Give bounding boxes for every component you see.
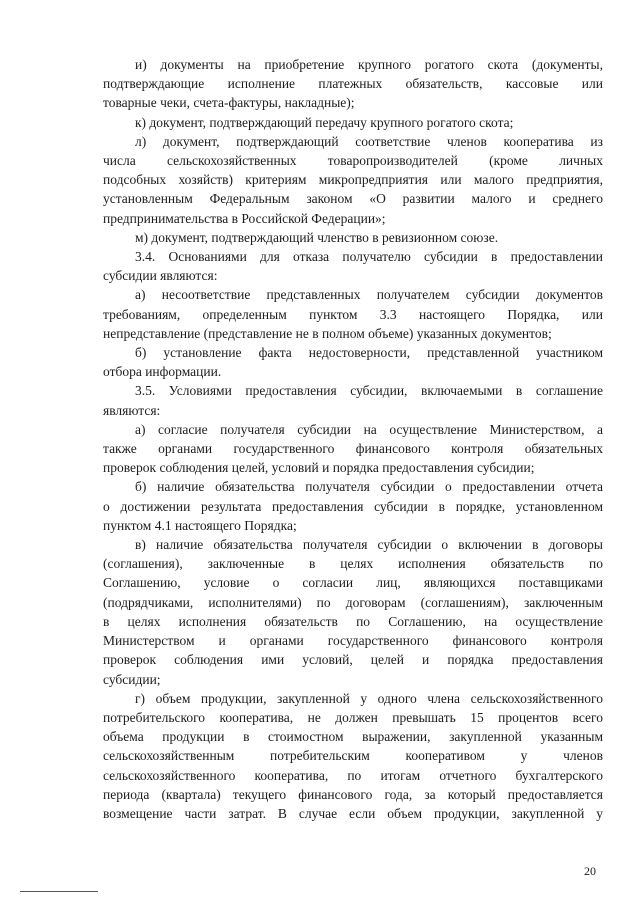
text-line: м) документ, подтверждающий членство в ревизионном союзе. bbox=[135, 229, 499, 245]
text-line: возмещение части затрат. В случае если объем продукции, закупленной у bbox=[103, 805, 603, 821]
text-line: требованиям, определенным пунктом 3.3 настоящего Порядка, или bbox=[103, 306, 603, 322]
text-line: также органами государственного финансового контроля обязательных bbox=[103, 441, 603, 457]
text-line: пунктом 4.1 настоящего Порядка; bbox=[103, 517, 297, 533]
text-line: отбора информации. bbox=[103, 364, 222, 380]
text-line: числа сельскохозяйственных товаропроизводителей (кроме личных bbox=[103, 153, 603, 169]
text-line: б) установление факта недостоверности, представленной участником bbox=[135, 345, 603, 361]
text-line: в целях исполнения обязательств по Соглашению, на осуществление bbox=[103, 613, 603, 629]
text-line: г) объем продукции, закупленной у одного члена сельскохозяйственного bbox=[135, 690, 603, 706]
text-line: к) документ, подтверждающий передачу крупного рогатого скота; bbox=[135, 114, 514, 130]
text-line: установленным Федеральным законом «О развитии малого и среднего bbox=[103, 191, 603, 207]
text-line: о достижении результата предоставления субсидии в порядке, установленном bbox=[103, 498, 603, 514]
text-line: сельскохозяйственным потребительским кооперативом у членов bbox=[103, 748, 603, 764]
text-line: объема продукции в стоимостном выражении, закупленной указанным bbox=[103, 729, 603, 745]
text-line: 3.4. Основаниями для отказа получателю субсидии в предоставлении bbox=[135, 249, 603, 265]
text-line: непредставление (представление не в полном объеме) указанных документов; bbox=[103, 325, 552, 341]
text-line: в) наличие обязательства получателя субсидии о включении в договоры bbox=[135, 537, 603, 553]
text-line: Соглашению, условие о согласии лиц, являющихся поставщиками bbox=[103, 575, 603, 591]
text-line: а) согласие получателя субсидии на осуществление Министерством, а bbox=[135, 421, 603, 437]
document-body bbox=[103, 55, 603, 823]
text-line: проверок соблюдения ими условий, целей и порядка предоставления bbox=[103, 652, 603, 668]
text-line: потребительского кооператива, не должен превышать 15 процентов всего bbox=[103, 709, 603, 725]
text-line: субсидии являются: bbox=[103, 268, 218, 284]
text-line: и) документы на приобретение крупного рогатого скота (документы, bbox=[135, 57, 603, 72]
text-line: б) наличие обязательства получателя субсидии о предоставлении отчета bbox=[135, 479, 603, 495]
text-line: проверок соблюдения целей, условий и порядка предоставления субсидии; bbox=[103, 460, 535, 476]
text-line: периода (квартала) текущего финансового года, за который предоставляется bbox=[103, 786, 603, 802]
text-line: субсидии; bbox=[103, 671, 161, 687]
text-line: 3.5. Условиями предоставления субсидии, включаемыми в соглашение bbox=[135, 383, 603, 399]
text-line: являются: bbox=[103, 402, 161, 418]
text-line: подтверждающие исполнение платежных обязательств, кассовые или bbox=[103, 76, 603, 92]
text-line: а) несоответствие представленных получателем субсидии документов bbox=[135, 287, 603, 303]
page-number: 20 bbox=[584, 864, 596, 878]
text-line: (подрядчиками, исполнителями) по договорам (соглашениям), заключенным bbox=[103, 594, 603, 610]
footer-rule bbox=[20, 891, 98, 892]
text-line: л) документ, подтверждающий соответствие членов кооператива из bbox=[135, 133, 603, 149]
text-line: Министерством и органами государственного финансового контроля bbox=[103, 633, 603, 649]
text-line: товарные чеки, счета-фактуры, накладные); bbox=[103, 95, 355, 111]
text-line: сельскохозяйственного кооператива, по итогам отчетного бухгалтерского bbox=[103, 767, 603, 783]
text-line: подсобных хозяйств) критериям микропредприятия или малого предприятия, bbox=[103, 172, 603, 188]
text-line: предпринимательства в Российской Федерации»; bbox=[103, 210, 386, 226]
text-line: (соглашения), заключенные в целях исполнения обязательств по bbox=[103, 556, 603, 572]
